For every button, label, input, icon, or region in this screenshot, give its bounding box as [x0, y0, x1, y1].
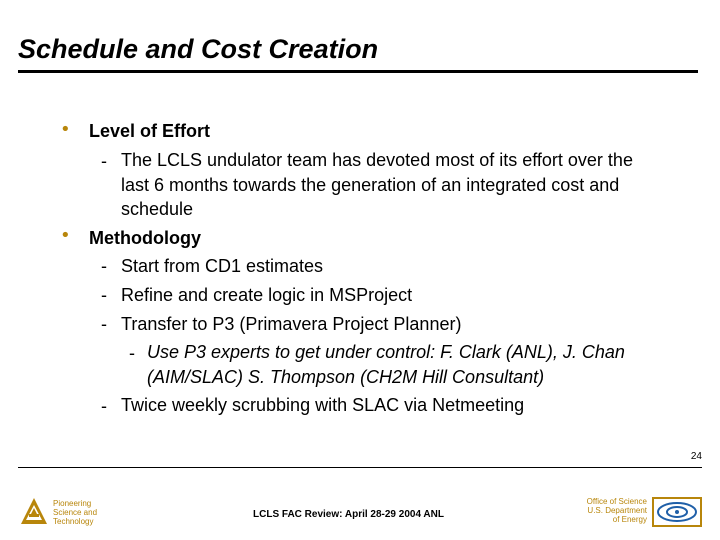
footer-tagline: Pioneering Science and Technology — [53, 499, 98, 526]
doe-logo-icon — [652, 497, 702, 527]
sub-item-text: Transfer to P3 (Primavera Project Planner) — [121, 314, 462, 334]
bullet-dot: • — [60, 225, 71, 246]
sub-item-text: Twice weekly scrubbing with SLAC via Netmeeting — [121, 395, 525, 415]
bullet-level-of-effort: Level of Effort — [89, 121, 211, 141]
bullet-dot: • — [60, 119, 71, 140]
bullet-methodology: Methodology — [89, 228, 201, 248]
sub-item-text: Refine and create logic in MSProject — [121, 285, 413, 305]
page-number: 24 — [690, 451, 702, 462]
sub-item-text: Start from CD1 estimates — [121, 256, 324, 276]
title-underline — [18, 70, 698, 73]
sub-dash: - — [101, 151, 107, 171]
footer-divider — [18, 467, 702, 468]
sub-item-text: The LCLS undulator team has devoted most of its effort over the — [121, 150, 633, 170]
sub-dash: - — [101, 256, 107, 276]
sub-sub-item-text: Use P3 experts to get under control: F. Clark (ANL), J. Chan — [147, 342, 625, 362]
sub-item-text: last 6 months towards the generation of an integrated cost and — [121, 175, 620, 195]
sub-sub-dash: - — [129, 343, 135, 363]
sub-item-text: schedule — [121, 199, 194, 219]
sub-dash: - — [101, 285, 107, 305]
sub-sub-item-text: (AIM/SLAC) S. Thompson (CH2M Hill Consultant) — [147, 367, 545, 387]
footer-center-text: LCLS FAC Review: April 28-29 2004 ANL — [253, 509, 444, 520]
sub-dash: - — [101, 314, 107, 334]
slide-title: Schedule and Cost Creation — [18, 34, 379, 64]
argonne-logo-icon — [20, 497, 48, 525]
sub-dash: - — [101, 396, 107, 416]
office-of-science-label: Office of Science U.S. Department of Energy — [586, 497, 647, 524]
